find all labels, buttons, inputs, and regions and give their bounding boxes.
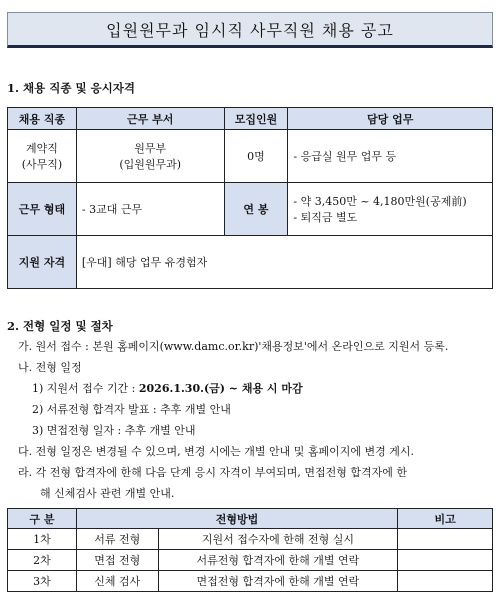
item-ra-line2: 해 신체검사 관련 개별 안내. [40,487,175,500]
stage-cell: 3차 [8,571,77,592]
salary-line1: - 약 3,450만 ~ 4,180만원(공제前) [293,195,467,208]
item-ra-line1: 라. 각 전형 합격자에 한해 다음 단계 응시 자격이 부여되며, 면접전형 합격자에 한 [18,466,407,479]
header-duty: 담당 업무 [288,108,493,130]
desc-cell: 지원서 접수자에 한해 전형 실시 [158,529,397,550]
job-line2: (사무직) [21,158,63,171]
item-da: 다. 전형 일정은 변경될 수 있으며, 변경 시에는 개별 안내 및 홈페이지에 변경 게시. [18,445,414,458]
header-job: 채용 직종 [8,108,77,130]
salary-cell [288,183,493,236]
process-table [7,508,493,592]
section2-heading: 2. 전형 일정 및 절차 [7,319,113,333]
table-row [8,550,493,571]
table-row [8,529,493,550]
dept-cell [76,130,224,183]
note-cell [398,571,493,592]
work-type-label: 근무 형태 [8,183,77,236]
job-line1: 계약직 [25,142,58,155]
schedule-1 [32,380,303,396]
header-dept: 근무 부서 [76,108,224,130]
process-header-stage: 구 분 [8,509,77,529]
page-title: 입원원무과 임시직 사무직원 채용 공고 [7,12,493,48]
dept-line1: 원무부 [134,142,167,155]
job-cell [8,130,77,183]
note-cell [398,550,493,571]
dept-line2: (입원원무과) [119,158,182,171]
schedule-2: 2) 서류전형 합격자 발표 : 추후 개별 안내 [32,403,231,416]
process-header-note: 비고 [398,509,493,529]
schedule-3: 3) 면접전형 일자 : 추후 개별 안내 [32,424,196,437]
process-header-method: 전형방법 [76,509,397,529]
desc-cell: 면접전형 합격자에 한해 개별 연락 [158,571,397,592]
stage-cell: 1차 [8,529,77,550]
note-cell [398,529,493,550]
qualification-value: [우대] 해당 업무 유경험자 [76,236,492,289]
type-cell: 신체 검사 [76,571,158,592]
recruit-table [7,107,493,289]
schedule-1-period: 2026.1.30.(금) ~ 채용 시 마감 [138,382,303,395]
section1-heading: 1. 채용 직종 및 응시자격 [7,81,135,95]
qualification-label: 지원 자격 [8,236,77,289]
type-cell: 서류 전형 [76,529,158,550]
item-na: 나. 전형 일정 [18,361,82,374]
stage-cell: 2차 [8,550,77,571]
count-cell: 0명 [224,130,288,183]
schedule-1-prefix: 1) 지원서 접수 기간 : [32,382,139,395]
table-row [8,571,493,592]
type-cell: 면접 전형 [76,550,158,571]
desc-cell: 서류전형 합격자에 한해 개별 연락 [158,550,397,571]
duty-cell: - 응급실 원무 업무 등 [288,130,493,183]
salary-line2: - 퇴직금 별도 [293,211,358,224]
item-ga: 가. 원서 접수 : 본원 홈페이지(www.damc.or.kr)'채용정보'에서 온라인으로 지원서 등록. [18,340,449,353]
work-type-value: - 3교대 근무 [76,183,224,236]
header-count: 모집인원 [224,108,288,130]
salary-label: 연 봉 [224,183,288,236]
